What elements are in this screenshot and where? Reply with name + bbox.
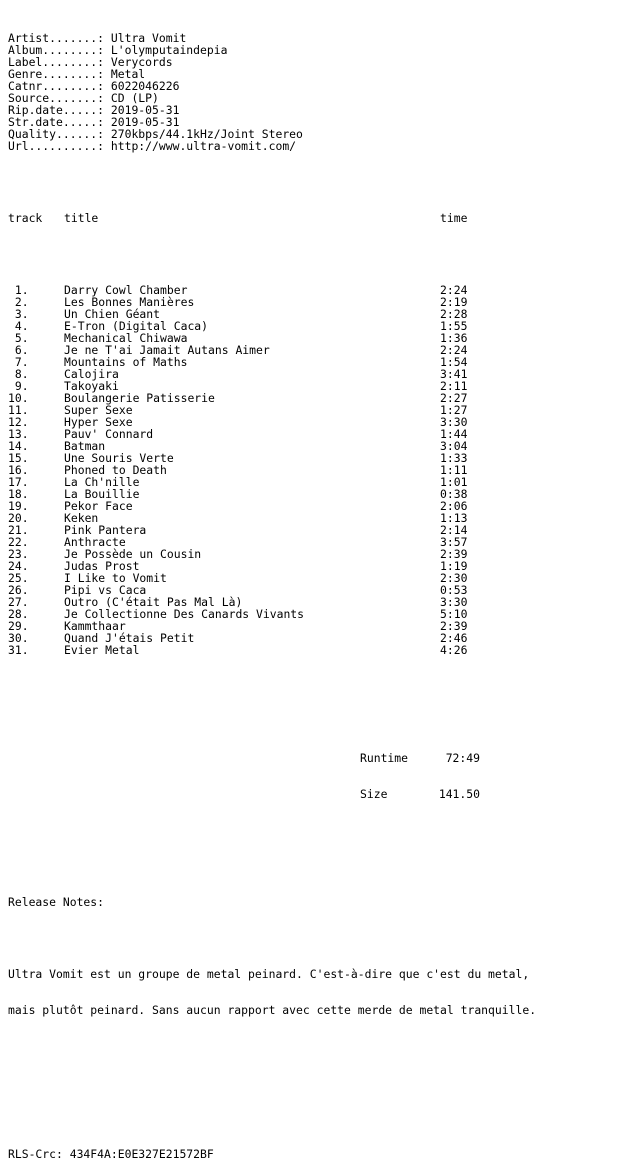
track-title: Hyper Sexe [64,415,133,429]
track-title: Je Possède un Cousin [64,547,202,561]
track-number: 3. [8,307,29,321]
track-title: Les Bonnes Manières [64,295,195,309]
track-number: 9. [8,379,29,393]
track-title: Boulangerie Patisserie [64,391,215,405]
track-number: 12. [8,415,29,429]
track-number: 30. [8,631,29,645]
tracklist-header [8,212,632,224]
spacer [8,1040,632,1052]
track-time: 1:54 [440,355,468,369]
track-number: 19. [8,499,29,513]
spacer [8,716,632,728]
spacer [8,824,632,836]
track-column-header: track [8,211,43,225]
track-time: 1:36 [440,331,468,345]
track-title: Darry Cowl Chamber [64,283,188,297]
track-title: Pekor Face [64,499,133,513]
track-title: Super Sexe [64,403,133,417]
track-title: Un Chien Géant [64,307,161,321]
spacer [8,680,632,692]
spacer [8,176,632,188]
time-column-header: time [440,211,468,225]
track-row [8,500,632,512]
track-number: 27. [8,595,29,609]
track-number: 17. [8,475,29,489]
meta-value: 2019-05-31 [110,115,180,129]
meta-value: L'olymputaindepia [110,43,228,57]
track-number: 10. [8,391,29,405]
track-title: Je Collectionne Des Canards Vivants [64,607,305,621]
track-time: 2:39 [440,619,468,633]
track-time: 3:04 [440,439,468,453]
track-number: 14. [8,439,29,453]
meta-key: Rip.date.....: [8,103,111,117]
spacer [8,1112,632,1124]
track-title: Outro (C'était Pas Mal Là) [64,595,243,609]
track-title: Anthracte [64,535,126,549]
track-title: Kammthaar [64,619,126,633]
meta-value: http://www.ultra-vomit.com/ [110,139,297,153]
meta-value: 270kbps/44.1kHz/Joint Stereo [110,127,303,141]
meta-key: Source.......: [8,91,111,105]
track-number: 31. [8,643,29,657]
release-notes-line: mais plutôt peinard. Sans aucun rapport avec cette merde de metal tranquille. [8,1003,537,1017]
track-time: 2:27 [440,391,468,405]
track-time: 2:11 [440,379,468,393]
track-time: 2:06 [440,499,468,513]
track-time: 2:19 [440,295,468,309]
track-title: La Bouillie [64,487,140,501]
size-row [8,788,632,800]
release-notes-heading: Release Notes: [8,895,105,909]
track-time: 4:26 [440,643,468,657]
track-time: 3:30 [440,595,468,609]
meta-key: Artist.......: [8,31,111,45]
runtime-label: Runtime [360,751,409,765]
meta-value: CD (LP) [110,91,159,105]
track-time: 2:24 [440,343,468,357]
track-title: E-Tron (Digital Caca) [64,319,209,333]
track-title: Judas Prost [64,559,140,573]
track-number: 24. [8,559,29,573]
track-time: 1:44 [440,427,468,441]
track-title: Je ne T'ai Jamait Autans Aimer [64,343,270,357]
track-number: 21. [8,523,29,537]
meta-value: 2019-05-31 [110,103,180,117]
spacer [8,248,632,260]
track-number: 5. [8,331,29,345]
meta-key: Url..........: [8,139,111,153]
meta-value: Ultra Vomit [110,31,187,45]
meta-value: 6022046226 [110,79,180,93]
track-number: 6. [8,343,29,357]
meta-row [8,140,632,152]
track-title: Phoned to Death [64,463,167,477]
track-title: Pipi vs Caca [64,583,147,597]
track-time: 1:13 [440,511,468,525]
track-time: 1:01 [440,475,468,489]
track-title: Keken [64,511,99,525]
track-number: 22. [8,535,29,549]
track-time: 1:27 [440,403,468,417]
track-time: 0:53 [440,583,468,597]
runtime-value: 72:49 [445,751,480,765]
title-column-header: title [64,211,99,225]
track-title: Pauv' Connard [64,427,154,441]
track-number: 15. [8,451,29,465]
track-time: 3:41 [440,367,468,381]
track-title: Takoyaki [64,379,119,393]
track-title: Une Souris Verte [64,451,174,465]
track-number: 20. [8,511,29,525]
track-title: Batman [64,439,106,453]
track-number: 8. [8,367,29,381]
track-title: La Ch'nille [64,475,140,489]
track-title: Pink Pantera [64,523,147,537]
track-time: 0:38 [440,487,468,501]
size-label: Size [360,787,388,801]
track-number: 11. [8,403,29,417]
meta-key: Genre........: [8,67,111,81]
track-time: 2:46 [440,631,468,645]
track-number: 1. [8,283,29,297]
release-metadata [8,32,632,152]
track-number: 25. [8,571,29,585]
meta-key: Catnr........: [8,79,111,93]
track-time: 1:11 [440,463,468,477]
track-time: 5:10 [440,607,468,621]
track-title: Quand J'étais Petit [64,631,195,645]
meta-value: Metal [110,67,146,81]
track-number: 16. [8,463,29,477]
track-time: 2:24 [440,283,468,297]
track-time: 2:28 [440,307,468,321]
track-title: Evier Metal [64,643,140,657]
track-title: I Like to Vomit [64,571,167,585]
track-time: 1:19 [440,559,468,573]
track-title: Calojira [64,367,119,381]
track-time: 1:55 [440,319,468,333]
meta-key: Str.date.....: [8,115,111,129]
track-number: 18. [8,487,29,501]
track-title: Mechanical Chiwawa [64,331,188,345]
meta-key: Label........: [8,55,111,69]
track-time: 2:14 [440,523,468,537]
spacer [8,860,632,872]
meta-key: Quality......: [8,127,111,141]
meta-value: Verycords [110,55,173,69]
track-time: 3:30 [440,415,468,429]
rls-crc: RLS-Crc: 434F4A:E0E327E21572BF [8,1147,214,1161]
track-number: 26. [8,583,29,597]
track-title: Mountains of Maths [64,355,188,369]
track-time: 2:39 [440,547,468,561]
runtime-row [8,752,632,764]
track-number: 4. [8,319,29,333]
track-number: 29. [8,619,29,633]
track-number: 7. [8,355,29,369]
track-list [8,284,632,656]
track-number: 2. [8,295,29,309]
meta-key: Album........: [8,43,111,57]
track-number: 28. [8,607,29,621]
track-time: 2:30 [440,571,468,585]
spacer [8,932,632,944]
size-value: 141.50 [438,787,480,801]
track-time: 1:33 [440,451,468,465]
track-time: 3:57 [440,535,468,549]
track-number: 23. [8,547,29,561]
track-row [8,644,632,656]
release-notes-line: Ultra Vomit est un groupe de metal peinard. C'est-à-dire que c'est du metal, [8,967,530,981]
track-number: 13. [8,427,29,441]
spacer [8,1076,632,1088]
